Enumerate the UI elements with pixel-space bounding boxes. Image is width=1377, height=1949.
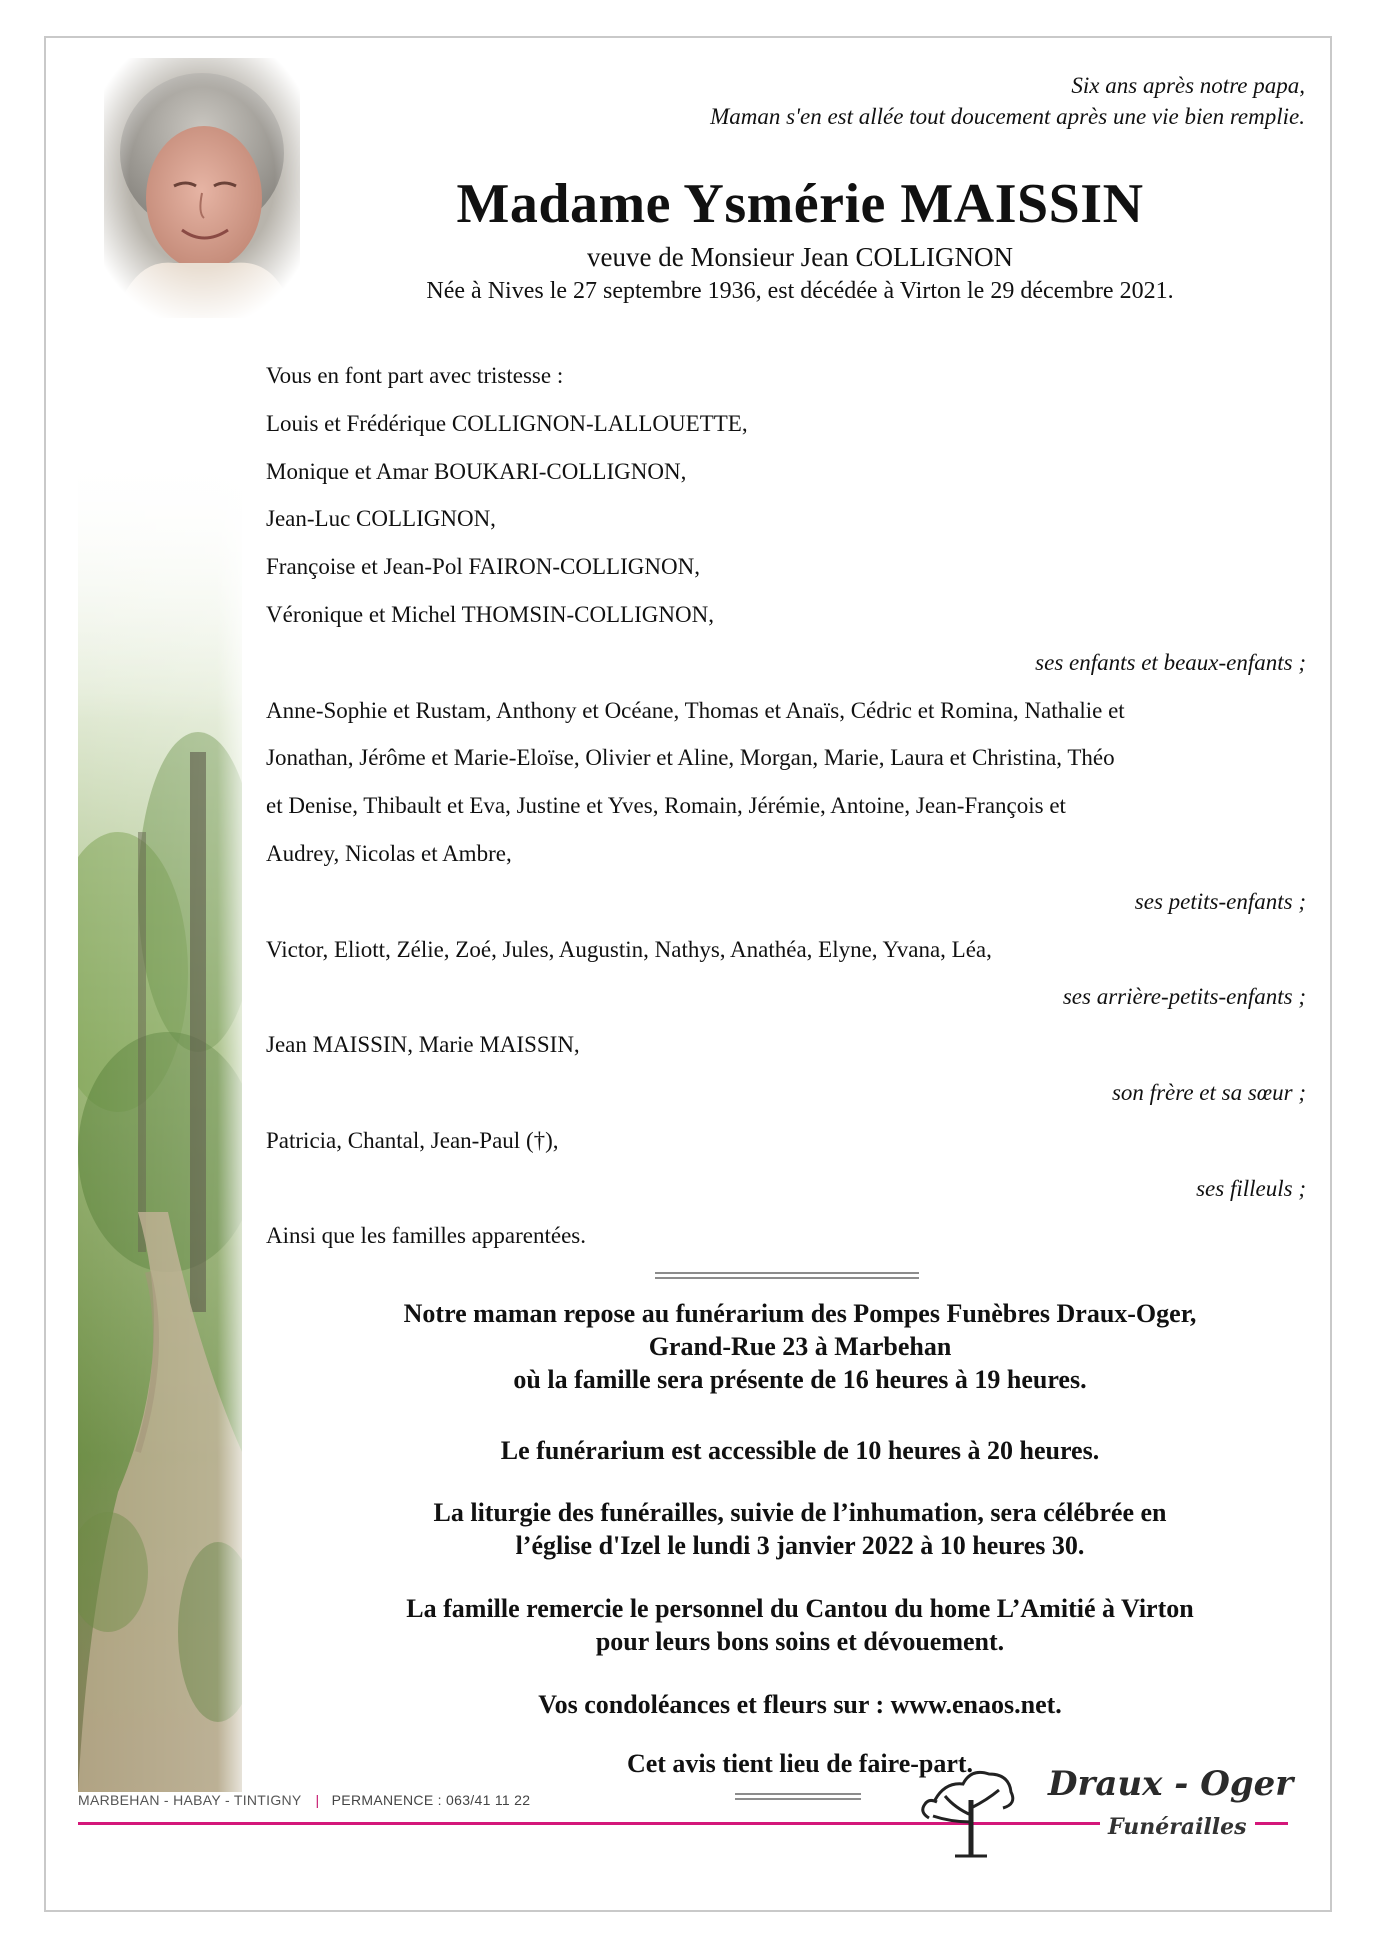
brand-name: Draux - Oger	[1048, 1764, 1294, 1804]
info-condolences: Vos condoléances et fleurs sur : www.enaos.net.	[538, 1690, 1062, 1719]
tagline-line-1: Six ans après notre papa,	[1071, 73, 1305, 98]
godchildren-line: Patricia, Chantal, Jean-Paul (†),	[266, 1127, 559, 1153]
draux-oger-logo	[905, 1760, 1305, 1870]
siblings-line: Jean MAISSIN, Marie MAISSIN,	[266, 1032, 580, 1058]
child-entry: Monique et Amar BOUKARI-COLLIGNON,	[266, 458, 687, 484]
info-notice: Cet avis tient lieu de faire-part.	[626, 1749, 974, 1778]
footer-permanence: PERMANENCE : 063/41 11 22	[331, 1792, 531, 1808]
tagline	[710, 70, 1305, 132]
family-closing: Ainsi que les familles apparentées.	[266, 1223, 586, 1249]
godchildren-label: ses filleuls ;	[1196, 1175, 1306, 1201]
info-thanks	[300, 1592, 1300, 1658]
portrait-photo	[104, 58, 300, 318]
child-entry: Louis et Frédérique COLLIGNON-LALLOUETTE,	[266, 410, 748, 436]
great-grandchildren-line: Victor, Eliott, Zélie, Zoé, Jules, Augustin, Nathys, Anathéa, Elyne, Yvana, Léa,	[266, 936, 992, 962]
footer-locations: MARBEHAN - HABAY - TINTIGNY	[78, 1792, 302, 1808]
child-entry: Jean-Luc COLLIGNON,	[266, 506, 496, 532]
grandchildren-label: ses petits-enfants ;	[1134, 888, 1306, 914]
separator-top	[655, 1272, 919, 1279]
info-repose-line-3: où la famille sera présente de 16 heures à 19 heures.	[513, 1365, 1087, 1394]
separator-bottom	[735, 1793, 861, 1800]
footer-separator: |	[315, 1792, 320, 1808]
info-thanks-line-1: La famille remercie le personnel du Cantou du home L’Amitié à Virton	[406, 1594, 1194, 1623]
info-liturgy-line-1: La liturgie des funérailles, suivie de l’inhumation, sera célébrée en	[433, 1498, 1167, 1527]
brand-subtitle: Funérailles	[1100, 1814, 1255, 1840]
info-liturgy-line-2: l’église d'Izel le lundi 3 janvier 2022 à 10 heures 30.	[515, 1531, 1085, 1560]
family-intro: Vous en font part avec tristesse :	[266, 363, 564, 388]
info-liturgy	[300, 1496, 1300, 1562]
grandchildren-line: et Denise, Thibault et Eva, Justine et Yves, Romain, Jérémie, Antoine, Jean-François et	[266, 793, 1066, 819]
info-repose-line-1: Notre maman repose au funérarium des Pompes Funèbres Draux-Oger,	[403, 1299, 1197, 1328]
grandchildren-line: Jonathan, Jérôme et Marie-Eloïse, Olivier et Aline, Morgan, Marie, Laura et Christina, Théo	[266, 745, 1115, 771]
birth-death-dates: Née à Nives le 27 septembre 1936, est décédée à Virton le 29 décembre 2021.	[426, 278, 1174, 304]
info-thanks-line-2: pour leurs bons soins et dévouement.	[595, 1627, 1005, 1656]
grandchildren-line: Audrey, Nicolas et Ambre,	[266, 840, 512, 866]
child-entry: Françoise et Jean-Pol FAIRON-COLLIGNON,	[266, 554, 700, 580]
siblings-label: son frère et sa sœur ;	[1111, 1079, 1306, 1105]
tree-icon	[915, 1760, 1025, 1860]
tagline-line-2: Maman s'en est allée tout doucement après une vie bien remplie.	[710, 104, 1305, 129]
info-repose	[300, 1297, 1300, 1396]
info-funerarium-hours: Le funérarium est accessible de 10 heures à 20 heures.	[500, 1436, 1100, 1465]
info-repose-line-2: Grand-Rue 23 à Marbehan	[648, 1332, 952, 1361]
family-list	[266, 352, 1310, 1260]
widow-of: veuve de Monsieur Jean COLLIGNON	[587, 242, 1013, 272]
great-grandchildren-label: ses arrière-petits-enfants ;	[1062, 984, 1306, 1010]
grandchildren-line: Anne-Sophie et Rustam, Anthony et Océane, Thomas et Anaïs, Cédric et Romina, Nathalie et	[266, 697, 1125, 723]
deceased-name: Madame Ysmérie MAISSIN	[456, 173, 1144, 235]
child-entry: Véronique et Michel THOMSIN-COLLIGNON,	[266, 601, 714, 627]
forest-path-image	[78, 452, 242, 1792]
children-label: ses enfants et beaux-enfants ;	[1035, 649, 1306, 675]
footer-address	[78, 1792, 530, 1808]
